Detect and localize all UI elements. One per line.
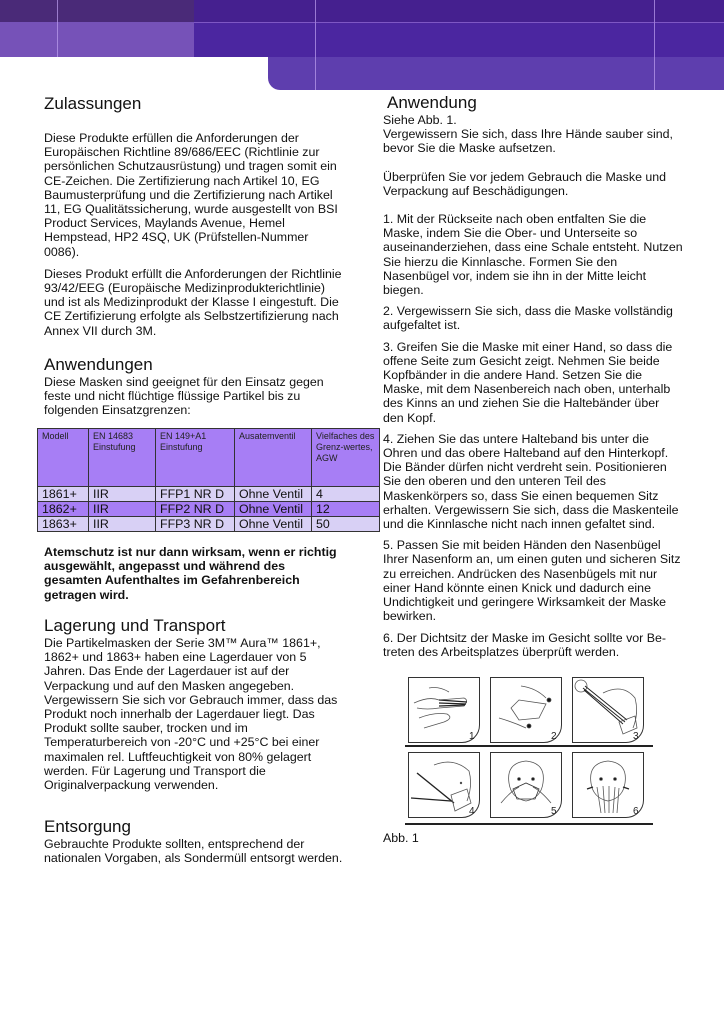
table-cell: IIR [89,517,156,532]
spec-table [37,428,380,532]
table-cell: FFP3 NR D [156,517,235,532]
paragraph: Die Partikelmasken der Serie 3M™ Aura™ 1861+, 1862+ und 1863+ haben eine Lagerdauer von 5 Jahren. Das Ende der Lagerdauer ist auf der Verpackung und auf den Masken angegeben. Vergewissern Sie sich vor Gebrauch immer, dass das Produkt noch innerhalb der Lagerdauer liegt. Das Produkt sollte sauber, trocken und im Temperaturbereich von -20°C und +25°C bei einer maximalen rel. Luftfeuchtigkeit von 80% gelagert werden. Für Lagerung und Transport die Originalverpackung verwenden. [44,636,338,793]
banner-divider [654,0,655,90]
panel-number: 2 [551,731,557,742]
banner-block [194,22,724,57]
table-cell: FFP1 NR D [156,487,235,502]
table-cell: 1863+ [38,517,89,532]
step-item: 5. Passen Sie mit beiden Händen den Nasenbügel Ihrer Nasenform an, um einen guten und sicheren Sitz zu erreichen. Andrücken des Nasenbügels mit nur einer Hand könnte einen Knick und dadurch eine Undichtigkeit und geringere Wirksamkeit der Maske bewirken. [383,538,681,624]
table-cell: Ohne Ventil [235,517,312,532]
banner-block [0,22,194,57]
table-cell: 12 [312,502,380,517]
section-zulassungen [44,94,344,338]
table-header-cell: EN 149+A1 Einstufung [156,429,235,487]
banner-block [194,0,724,22]
section-lagerung [44,616,344,792]
table-cell: 1861+ [38,487,89,502]
panel-number: 5 [551,806,557,817]
paragraph: Vergewissern Sie sich, dass Ihre Hände sauber sind, bevor Sie die Maske aufsetzen. [383,127,673,156]
warning-text: Atemschutz ist nur dann wirksam, wenn er richtig ausgewählt, angepasst und während des gesamten Aufenthaltes im Gefahrenbereich getragen wird. [44,545,337,602]
section-anwendungen [44,355,344,418]
banner-divider [57,0,58,57]
table-cell: Ohne Ventil [235,487,312,502]
panel-number: 1 [469,731,475,742]
table-header-row [38,429,380,487]
step-item: 6. Der Dichtsitz der Maske im Gesicht sollte vor Be-treten des Arbeitsplatzes überprüft werden. [383,630,667,659]
table-cell: IIR [89,487,156,502]
section-heading: Entsorgung [44,817,131,836]
banner-divider [315,0,316,90]
table-header-cell: Modell [38,429,89,487]
paragraph: Diese Produkte erfüllen die Anforderungen der Europäischen Richtline 89/686/EEC (Richtlinie zur persönlichen Schutzausrüstung) und tragen somit ein CE-Zeichen. Die Zertifizierung nach Artikel 10, EG Baumusterprüfung und die Zertifizierung nach Artikel 11, EG Qualitätssicherung, wurde ausgestellt von BSI Product Services, Maylands Avenue, Hemel Hempstead, HP2 4SQ, UK (Prüfstellen-Nummer 0086). [44,131,338,259]
section-entsorgung [44,817,344,865]
table-cell: Ohne Ventil [235,502,312,517]
section-heading: Zulassungen [44,94,142,113]
table-cell: 4 [312,487,380,502]
table-row [38,502,380,517]
figure-rule [405,745,653,747]
table-cell: FFP2 NR D [156,502,235,517]
paragraph: Dieses Produkt erfüllt die Anforderungen der Richtlinie 93/42/EEG (Europäische Medizinprodukterichtlinie) und ist als Medizinprodukt der Klasse I eingestuft. Die CE Zertifizierung erfolgte als Selbstzertifizierung nach Annex VII durch 3M. [44,266,342,338]
paragraph: Überprüfen Sie vor jedem Gebrauch die Maske und Verpackung auf Beschädigungen. [383,169,667,198]
panel-number: 6 [633,806,639,817]
table-header-cell: Vielfaches des Grenz-wertes, AGW [312,429,380,487]
banner-block [0,0,194,22]
table-row [38,487,380,502]
step-item: 1. Mit der Rückseite nach oben entfalten Sie die Maske, indem Sie die Ober- und Unterseite so auseinanderziehen, dass eine Schale entsteht. Nutzen Sie hierzu die Kinnlasche. Formen Sie den Nasenbügel vor, indem sie ihn in der Mitte leicht biegen. [383,212,683,298]
table-cell: IIR [89,502,156,517]
paragraph: Siehe Abb. 1. [383,113,457,127]
panel-number: 3 [633,731,639,742]
table-row [38,517,380,532]
paragraph: Diese Masken sind geeignet für den Einsatz gegen feste und nicht flüchtige flüssige Partikel bis zu folgenden Einsatzgrenzen: [44,375,324,418]
table-cell: 1862+ [38,502,89,517]
banner-divider [194,22,724,23]
figure-rule [405,823,653,825]
step-item: 2. Vergewissern Sie sich, dass die Maske vollständig aufgefaltet ist. [383,304,673,333]
table-header-cell: Ausatemventil [235,429,312,487]
step-item: 3. Greifen Sie die Maske mit einer Hand, so dass die offene Seite zum Gesicht zeigt. Nehmen Sie beide Kopfbänder in die andere Hand. Setzen Sie die Maske, mit dem Nasenbereich nach oben, unterhalb des Kinns an und ziehen Sie die Haltebänder über den Kopf. [383,339,673,425]
table-header-cell: EN 14683 Einstufung [89,429,156,487]
section-anwendung [383,93,683,659]
panel-number: 4 [469,806,475,817]
section-heading: Lagerung und Transport [44,616,226,635]
figure-caption: Abb. 1 [383,831,419,845]
paragraph: Gebrauchte Produkte sollten, entsprechend der nationalen Vorgaben, als Sondermüll entsorgt werden. [44,837,343,866]
warning-note [44,545,344,602]
header-banner [0,0,724,92]
banner-block [268,57,724,90]
section-heading: Anwendungen [44,355,153,374]
step-item: 4. Ziehen Sie das untere Halteband bis unter die Ohren und das obere Halteband auf den Hinterkopf. Die Bänder dürfen nicht verdreht sein. Positionieren Sie den oberen und den unteren Teil des Maskenkörpers so, dass Sie einen bequemen Sitz erhalten. Vergewissern Sie sich, dass die Maskenteile und die Kinnlasche nicht nach innen gefaltet sind. [383,431,679,532]
section-heading: Anwendung [387,93,477,112]
table-cell: 50 [312,517,380,532]
